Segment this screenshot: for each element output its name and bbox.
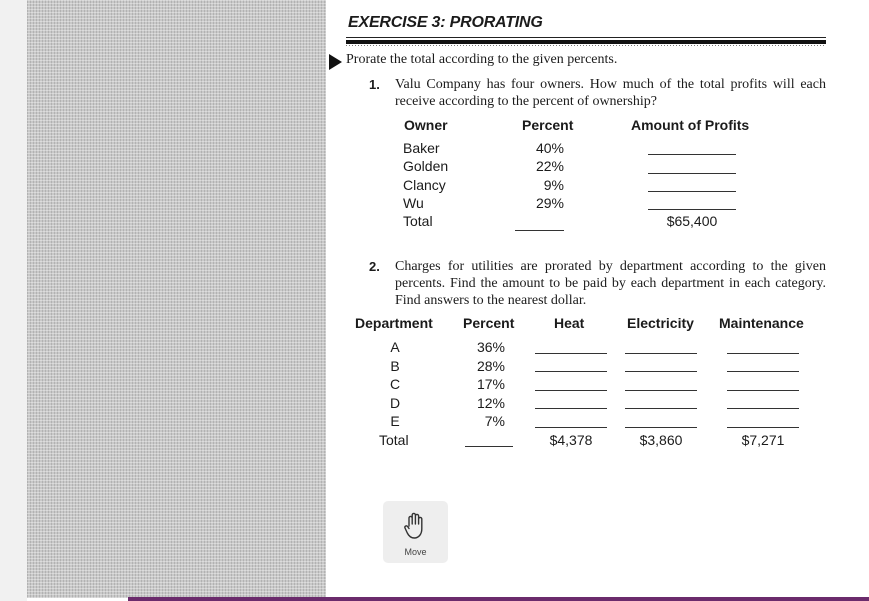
background-pattern-panel (27, 0, 326, 598)
p1-total-label: Total (403, 213, 433, 229)
p1-header-percent: Percent (522, 117, 574, 133)
p2-heat-blank (535, 390, 607, 391)
p1-percent-cell: 22% (535, 158, 564, 174)
problem2-text: Charges for utilities are prorated by department according to the given percents. Find the amount to be paid by each department in each category. Find answers to the nearest dollar. (395, 259, 826, 308)
move-button[interactable] (383, 501, 448, 563)
p1-percent-cell: 29% (535, 195, 564, 211)
p2-percent-total-blank (465, 446, 513, 447)
p2-electricity-blank (625, 408, 697, 409)
p2-maintenance-blank (727, 353, 799, 354)
p1-owner-cell: Baker (403, 140, 440, 156)
p1-owner-cell: Golden (403, 158, 449, 174)
p2-header-department: Department (355, 315, 433, 331)
p1-percent-cell: 9% (543, 177, 564, 193)
problem1-text: Valu Company has four owners. How much of the total profits will each receive according to the percent of ownership? (395, 77, 826, 109)
p1-total-amount: $65,400 (666, 213, 718, 229)
p2-maintenance-blank (727, 371, 799, 372)
p1-answer-blank (648, 173, 736, 174)
p2-heat-total: $4,378 (549, 432, 593, 448)
p1-owner-cell: Clancy (403, 177, 446, 193)
p2-percent-cell: 36% (476, 339, 505, 355)
p2-department-cell: B (390, 358, 400, 374)
p2-maintenance-blank (727, 427, 799, 428)
p2-heat-blank (535, 427, 607, 428)
p2-department-cell: A (390, 339, 400, 355)
p1-answer-blank (648, 191, 736, 192)
p2-department-cell: E (390, 413, 400, 429)
p2-maintenance-blank (727, 390, 799, 391)
move-button-label: Move (404, 547, 427, 557)
title-rule-thin (346, 37, 826, 38)
exercise-title: EXERCISE 3: PRORATING (348, 14, 543, 31)
p2-electricity-blank (625, 371, 697, 372)
p1-answer-blank (648, 209, 736, 210)
p1-percent-cell: 40% (535, 140, 564, 156)
p2-maintenance-total: $7,271 (741, 432, 785, 448)
problem1-number: 1. (369, 77, 380, 92)
p2-electricity-total: $3,860 (639, 432, 683, 448)
title-rule-thick (346, 40, 826, 44)
p2-electricity-blank (625, 353, 697, 354)
p2-total-label: Total (379, 432, 409, 448)
problem2-number: 2. (369, 259, 380, 274)
p1-header-amount: Amount of Profits (631, 117, 750, 133)
p2-heat-blank (535, 408, 607, 409)
title-rule-dotted (346, 45, 826, 46)
bottom-progress-bar (128, 597, 869, 601)
p2-percent-cell: 12% (476, 395, 505, 411)
p2-header-maintenance: Maintenance (719, 315, 804, 331)
p2-heat-blank (535, 353, 607, 354)
p2-percent-cell: 17% (476, 376, 505, 392)
p1-percent-total-blank (515, 230, 564, 231)
p1-header-owner: Owner (404, 117, 448, 133)
p2-header-percent: Percent (463, 315, 515, 331)
p2-heat-blank (535, 371, 607, 372)
instruction-text: Prorate the total according to the given percents. (346, 52, 618, 67)
p2-electricity-blank (625, 427, 697, 428)
p2-header-electricity: Electricity (627, 315, 694, 331)
p1-owner-cell: Wu (403, 195, 424, 211)
p2-percent-cell: 28% (476, 358, 505, 374)
p2-header-heat: Heat (554, 315, 585, 331)
p2-electricity-blank (625, 390, 697, 391)
left-margin (0, 0, 27, 601)
p2-percent-cell: 7% (484, 413, 505, 429)
p1-answer-blank (648, 154, 736, 155)
p2-department-cell: D (389, 395, 401, 411)
p2-department-cell: C (389, 376, 401, 392)
instruction-arrow-icon (329, 54, 342, 70)
p2-maintenance-blank (727, 408, 799, 409)
hand-icon (403, 511, 429, 541)
